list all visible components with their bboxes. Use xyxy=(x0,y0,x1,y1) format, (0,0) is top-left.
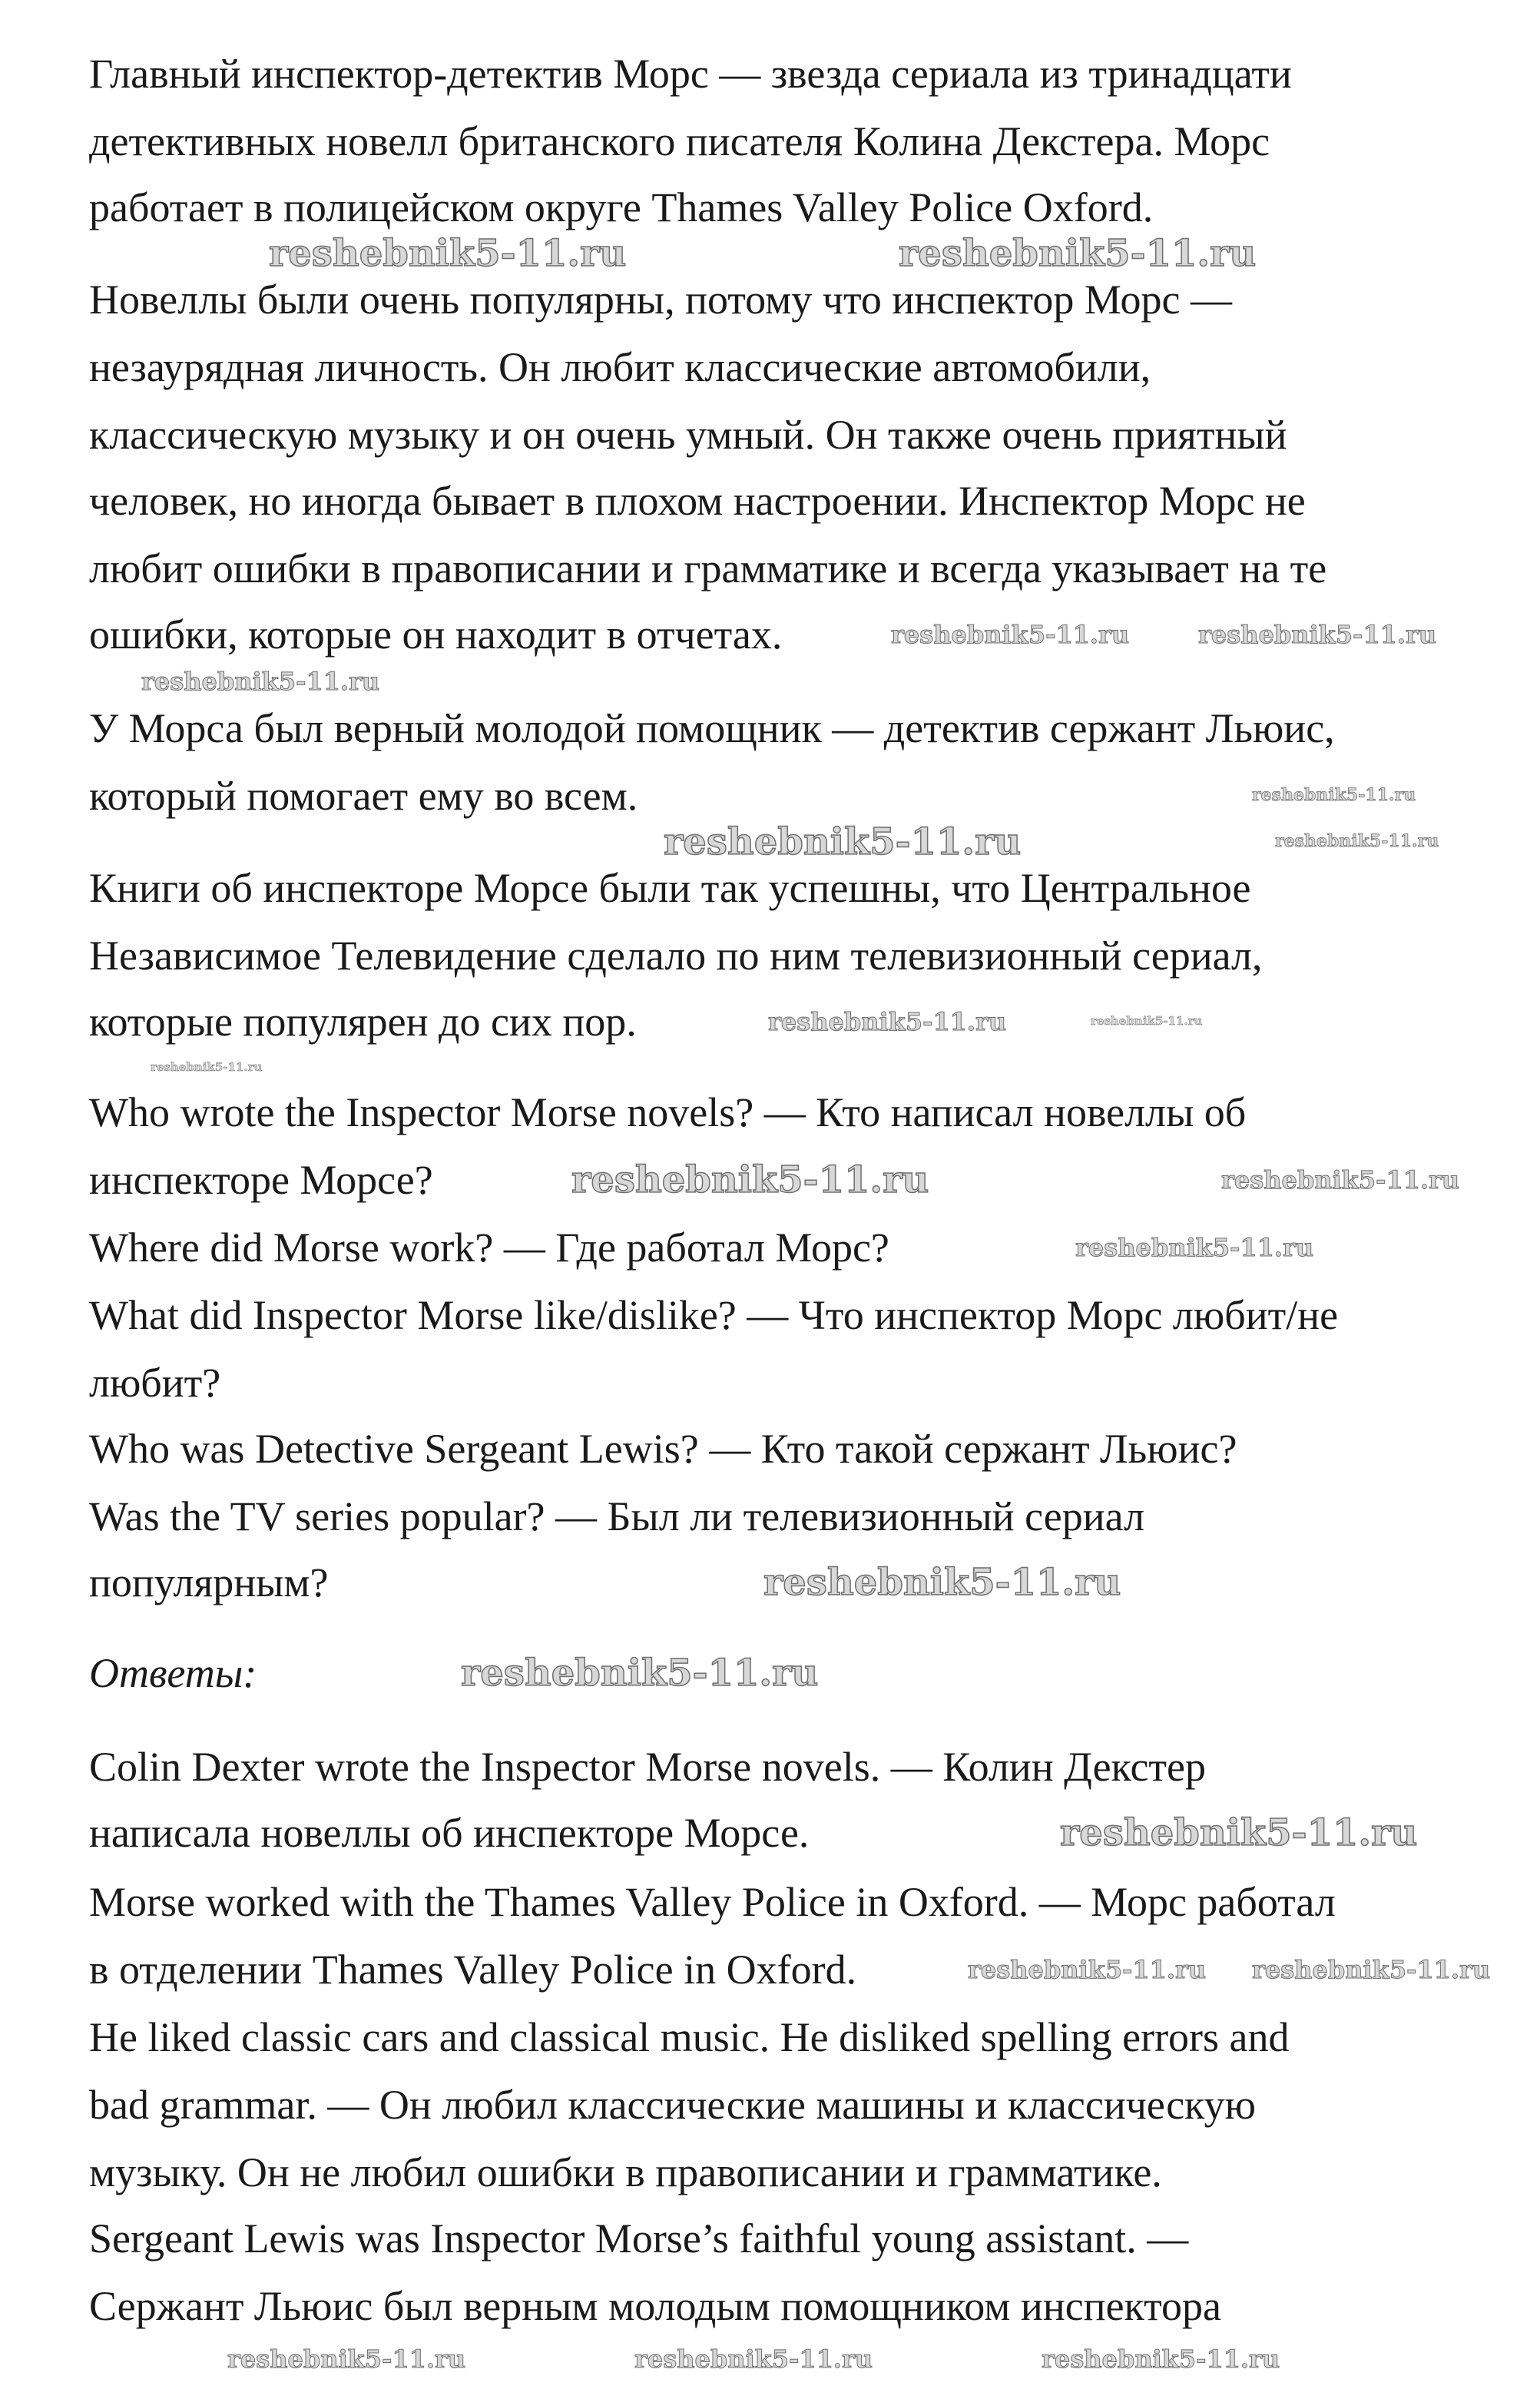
watermark: reshebnik5-11.ru xyxy=(1198,620,1437,649)
text-line: Sergeant Lewis was Inspector Morse’s faithful young assistant. — xyxy=(89,2215,1189,2261)
watermark: reshebnik5-11.ru xyxy=(141,667,380,696)
text-line: любит? xyxy=(89,1360,221,1406)
text-line: музыку. Он не любил ошибки в правописании и грамматике. xyxy=(89,2149,1162,2195)
text-line: работает в полицейском округе Thames Valley Police Oxford. xyxy=(89,184,1154,230)
text-line: He liked classic cars and classical music. He disliked spelling errors and xyxy=(89,2014,1290,2060)
text-line: которые популярен до сих пор. xyxy=(89,999,637,1045)
text-line: Сержант Льюис был верным молодым помощником инспектора xyxy=(89,2283,1221,2329)
text-line: Was the TV series popular? — Был ли телевизионный сериал xyxy=(89,1493,1145,1539)
watermark: reshebnik5-11.ru xyxy=(664,820,1022,863)
watermark: reshebnik5-11.ru xyxy=(227,2344,466,2374)
watermark: reshebnik5-11.ru xyxy=(1042,2344,1280,2374)
watermark: reshebnik5-11.ru xyxy=(1275,831,1439,851)
text-line: bad grammar. — Он любил классические машины и классическую xyxy=(89,2082,1256,2128)
text-line: Who wrote the Inspector Morse novels? — Кто написал новеллы об xyxy=(89,1089,1247,1135)
text-line: ошибки, которые он находит в отчетах. xyxy=(89,611,783,658)
text-line: написала новеллы об инспекторе Морсе. xyxy=(89,1810,810,1856)
text-line: Morse worked with the Thames Valley Police in Oxford. — Морс работал xyxy=(89,1879,1336,1925)
watermark: reshebnik5-11.ru xyxy=(1221,1165,1460,1195)
text-line: в отделении Thames Valley Police in Oxford. xyxy=(89,1947,857,1993)
text-line: Книги об инспекторе Морсе были так успешны, что Центральное xyxy=(89,865,1251,911)
text-line: который помогает ему во всем. xyxy=(89,773,638,819)
watermark: reshebnik5-11.ru xyxy=(269,232,627,275)
text-line: незаурядная личность. Он любит классические автомобили, xyxy=(89,344,1151,390)
text-line: популярным? xyxy=(89,1559,329,1605)
text-line: Независимое Телевидение сделало по ним телевизионный сериал, xyxy=(89,933,1263,979)
text-line: человек, но иногда бывает в плохом настроении. Инспектор Морс не xyxy=(89,478,1306,524)
watermark: reshebnik5-11.ru xyxy=(1252,785,1416,805)
text-line: детективных новелл британского писателя Колина Декстера. Морс xyxy=(89,118,1270,164)
text-line: У Морса был верный молодой помощник — детектив сержант Льюис, xyxy=(89,705,1335,751)
text-line: What did Inspector Morse like/dislike? — Что инспектор Морс любит/не xyxy=(89,1292,1339,1338)
watermark: reshebnik5-11.ru xyxy=(1075,1233,1314,1262)
text-line: Where did Morse work? — Где работал Морс? xyxy=(89,1224,889,1271)
watermark: reshebnik5-11.ru xyxy=(768,1007,1007,1036)
watermark: reshebnik5-11.ru xyxy=(461,1652,819,1695)
watermark: reshebnik5-11.ru xyxy=(891,620,1130,649)
watermark: reshebnik5-11.ru xyxy=(571,1158,929,1201)
text-line: инспекторе Морсе? xyxy=(89,1157,433,1203)
watermark: reshebnik5-11.ru xyxy=(151,1060,263,1074)
text-line: Главный инспектор-детектив Морс — звезда сериала из тринадцати xyxy=(89,51,1292,97)
text-line: любит ошибки в правописании и грамматике и всегда указывает на те xyxy=(89,545,1327,591)
watermark: reshebnik5-11.ru xyxy=(763,1561,1121,1604)
text-line: Colin Dexter wrote the Inspector Morse novels. — Колин Декстер xyxy=(89,1744,1206,1790)
text-line: Новеллы были очень популярны, потому что инспектор Морс — xyxy=(89,277,1233,323)
watermark: reshebnik5-11.ru xyxy=(634,2344,873,2374)
answers-heading: Ответы: xyxy=(89,1650,257,1696)
watermark: reshebnik5-11.ru xyxy=(1252,1955,1491,1984)
watermark: reshebnik5-11.ru xyxy=(899,232,1257,275)
watermark: reshebnik5-11.ru xyxy=(968,1955,1207,1984)
text-line: Who was Detective Sergeant Lewis? — Кто такой сержант Льюис? xyxy=(89,1426,1237,1472)
watermark: reshebnik5-11.ru xyxy=(1091,1014,1203,1028)
watermark: reshebnik5-11.ru xyxy=(1060,1811,1418,1854)
text-line: классическую музыку и он очень умный. Он также очень приятный xyxy=(89,412,1287,458)
